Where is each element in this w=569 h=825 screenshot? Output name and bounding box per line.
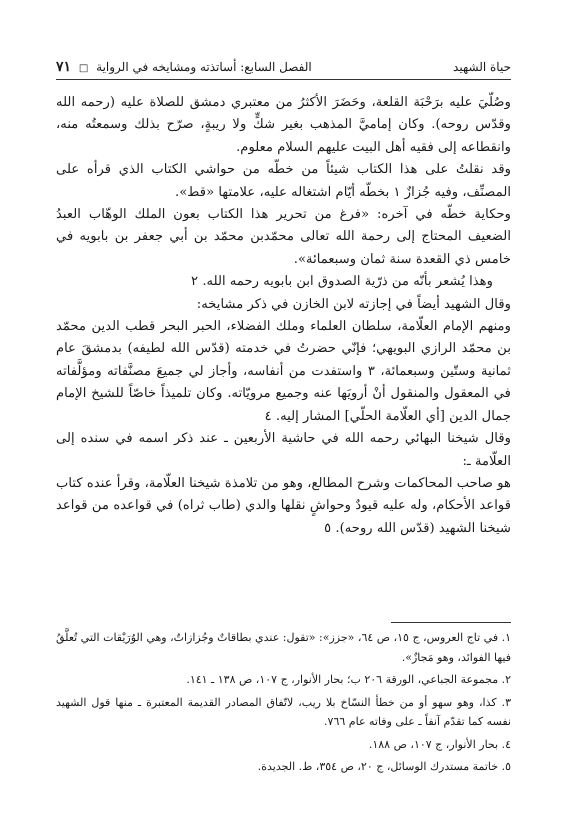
header-rule — [56, 79, 511, 80]
paragraph-4: وهذا يُشعر بأنّه من ذرّية الصدوق ابن بابويه رحمه الله. ٢ — [191, 274, 493, 290]
footnote-3: ٣. كذا، وهو سهو أو من خطأ النسّاخ بلا ريب، لاتّفاق المصادر القديمة المعتبرة ـ منها قول الشهيد نفسه كما تقدّم آنفاً ـ على وفاته عام ٧٦٦. — [56, 695, 511, 728]
main-text — [56, 92, 511, 540]
paragraph-6: وقال شيخنا البهائي رحمه الله في حاشية الأربعين ـ عند ذكر اسمه في سنده إلى العلّامة ـ: — [56, 431, 511, 469]
footnote-5: ٥. خاتمة مستدرك الوسائل، ج ٢٠، ص ٣٥٤، ط. الجديدة. — [257, 760, 511, 773]
footnote-rule — [391, 622, 511, 623]
footnote-1: ١. في تاج العروس، ج ١٥، ص ٦٤، «جزز»: «تقول: عندي بطاقاتٌ وجُزازاتٌ، وهي الوُرَيْقات التي تُعلَّقُ فيها الفوائد، وهو مَجازٌ». — [56, 631, 511, 664]
quotation-1: ومنهم الإمام العلّامة، سلطان العلماء وملك الفضلاء، الحبر البحر قطب الدين محمّد بن محمّد الرازي البويهي؛ فإنّي حضرتُ في خدمته (قدّس الله لطيفه) بدمشقَ عام ثمانية وستّين وسبعمائة، ٣ واستفدت من أنفاسه، وأجاز لي جميعَ مصنَّفاته ومؤلَّفاته في المعقول والمنقول أنْ أرويَها عنه وجميع مرويّاته. وكان تلميذاً خاصّاً للشيخ الإمام جمال الدين [أي العلّامة الحلّي] المشار إليه. ٤ — [56, 319, 511, 424]
running-header — [56, 56, 511, 78]
paragraph-3: وحكاية خطّه في آخره: «فرغ من تحرير هذا الكتاب بعون الملك الوهّاب العبدُ الضعيف المحتاج إلى رحمة الله تعالى محمّدبن محمّد بن أبي جعفر بن بابويه في خامس ذي القعدة سنة ثمان وسبعمائة». — [56, 207, 511, 267]
footnote-2: ٢. مجموعة الجباعي، الورقة ٢٠٦ ب؛ بحار الأنوار، ج ١٠٧، ص ١٣٨ ـ ١٤١. — [186, 673, 511, 686]
page-number: ٧١ — [56, 59, 72, 75]
book-title: حياة الشهيد — [453, 60, 511, 74]
paragraph-5: وقال الشهيد أيضاً في إجازته لابن الخازن في ذكر مشايخه: — [196, 296, 511, 312]
chapter-title: الفصل السابع: أساتذته ومشايخه في الرواية — [96, 60, 312, 74]
footnote-4: ٤. بحار الأنوار، ج ١٠٧، ص ١٨٨. — [368, 737, 511, 751]
paragraph-2: وقد نقلتُ على هذا الكتاب شيئاً من خطّه من حواشي الكتاب الذي قرأه على المصنِّف، وفيه جُزازٌ ١ بخطّه أيّام اشتغاله عليه، علامتها «قط». — [56, 162, 511, 200]
quotation-2: هو صاحب المحاكمات وشرح المطالع، وهو من تلامذة شيخنا العلّامة، وقرأ عنده كتاب قواعد الأحكام، وله عليه قيودٌ وحواشٍ نقلها والدي (طاب ثراه) في قواعده من قواعد شيخنا الشهيد (قدّس الله روحه). ٥ — [56, 475, 511, 536]
chapter-header — [56, 58, 312, 78]
header-separator: □ — [78, 63, 89, 74]
footnotes — [56, 628, 511, 780]
paragraph-1: وصُلّيَ عليه برَحْبَة القلعة، وحَضَرَ الأكثرُ من معتبري دمشق للصلاة عليه (رحمه الله وقدّس روحه). وكان إماميَّ المذهب بغير شكٍّ ولا ريبةٍ، صرّح بذلك وسمعتُه منه، وانقطاعه إلى فقيه أهل البيت عليهم السلام معلوم. — [56, 95, 511, 155]
